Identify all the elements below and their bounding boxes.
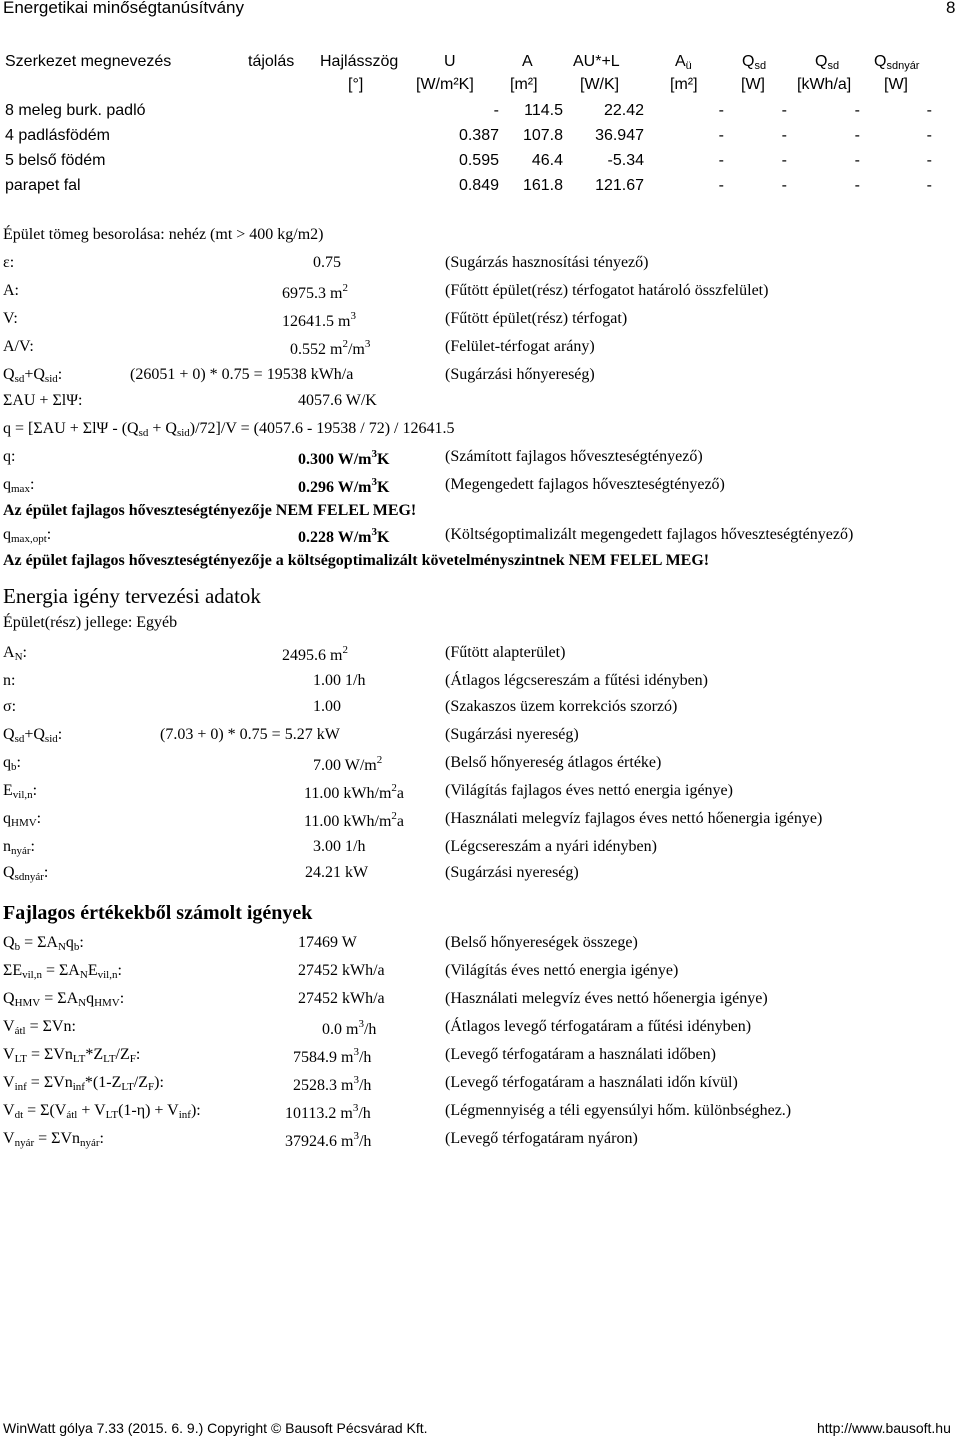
energy-label-n: n: [3,672,16,689]
solar-gain-value: (26051 + 0) * 0.75 = 19538 kWh/a [130,366,354,383]
col-header-u: U [444,53,456,70]
row-name: 5 belső födém [5,152,106,169]
col-header-tilt-unit: [°] [348,76,364,93]
qmax-label: $q_{max}$: [3,476,35,495]
row-a: 107.8 [522,127,563,144]
av-label: A/V: [3,338,34,355]
specific-value-vdt: 10113.2 $m^3/h$ [285,1102,371,1122]
row-au: - [718,102,724,119]
specific-value-qhmv: 27452 kWh/a [298,990,385,1007]
col-header-qsd-unit: [W] [741,76,765,93]
row-qsd-kwh: - [854,102,860,119]
specific-label-vnyar: $V_{nyár} = \Sigma Vn_{nyár}$: [3,1130,104,1149]
specific-value-vinf: 2528.3 $m^3/h$ [293,1074,372,1094]
energy-label-qb: $q_b$: [3,754,21,773]
col-header-qsdnyar: $Q_{sdnyár}$ [874,53,920,72]
row-u: 0.387 [458,127,499,144]
energy-value-qb: 7.00 $W/m^2$ [313,754,383,774]
q-label: q: [3,448,16,465]
col-header-u-unit: [W/m²K] [416,76,474,93]
specific-value-qb: 17469 W [298,934,357,951]
verdict-optimal: Az épület fajlagos hőveszteségtényezője a költségoptimalizált követelményszintnek NEM FELEL MEG! [3,552,710,569]
specific-desc-qhmv: (Használati melegvíz éves nettó hőenergia igénye) [445,990,768,1007]
energy-desc-qhmv: (Használati melegvíz fajlagos éves nettó hőenergia igénye) [445,810,823,827]
energy-desc-an: (Fűtött alapterület) [445,644,566,661]
building-type: Épület(rész) jellege: Egyéb [3,614,178,631]
solar-gain-desc: (Sugárzási hőnyereség) [445,366,595,383]
specific-value-vatl: 0.0 $m^3/h$ [322,1018,377,1038]
row-aul: -5.34 [607,152,644,169]
q-value: 0.300 $W/m^3K$ [298,448,390,468]
row-qsd: - [781,152,787,169]
volume-value: 12641.5 $m^3$ [282,310,356,330]
row-u: - [493,102,499,119]
eps-label: ε: [3,254,15,271]
page-number: 8 [946,0,956,17]
row-qsd-kwh: - [854,177,860,194]
row-qsdnyar: - [926,102,932,119]
specific-label-qhmv: $Q_{HMV} = \Sigma A_Nq_{HMV}$: [3,990,125,1009]
energy-value-nnyar: 3.00 1/h [313,838,366,855]
specific-label-vatl: $V_{átl} = \Sigma Vn$: [3,1018,76,1037]
energy-desc-sigma: (Szakaszos üzem korrekciós szorzó) [445,698,678,715]
qmax-desc: (Megengedett fajlagos hőveszteségtényező) [445,476,725,493]
energy-desc-nnyar: (Légcsereszám a nyári idényben) [445,838,657,855]
verdict-primary: Az épület fajlagos hőveszteségtényezője NEM FELEL MEG! [3,502,417,519]
q-desc: (Számított fajlagos hőveszteségtényező) [445,448,703,465]
qopt-desc: (Költségoptimalizált megengedett fajlagos hőveszteségtényező) [445,526,854,543]
specific-label-vlt: $V_{LT} = \Sigma Vn_{LT}*Z_{LT}/Z_F$: [3,1046,141,1065]
energy-label-sigma: σ: [3,698,17,715]
energy-label-qsdnyar: $Q_{sdnyár}$: [3,864,49,883]
row-qsdnyar: - [926,127,932,144]
row-au: - [718,152,724,169]
row-name: parapet fal [5,177,81,194]
row-qsd-kwh: - [854,152,860,169]
energy-desc-n: (Átlagos légcsereszám a fűtési idényben) [445,672,709,689]
document-title: Energetikai minőségtanúsítvány [3,0,244,17]
col-header-name: Szerkezet megnevezés [5,53,172,70]
row-au: - [718,127,724,144]
energy-value-n: 1.00 1/h [313,672,366,689]
row-a: 161.8 [522,177,563,194]
specific-desc-vlt: (Levegő térfogatáram a használati időben) [445,1046,716,1063]
energy-label-qsd: $Q_{sd}+Q_{sid}$: [3,726,63,745]
mass-classification: Épület tömeg besorolása: nehéz (mt > 400 kg/m2) [3,226,324,243]
energy-label-an: $A_N$: [3,644,27,663]
row-a: 46.4 [531,152,563,169]
section-title-specific: Fajlagos értékekből számolt igények [3,902,313,924]
energy-value-qhmv: 11.00 kWh/$m^2a$ [304,810,405,830]
col-header-aul: AU*+L [573,53,620,70]
row-aul: 22.42 [603,102,644,119]
av-value: 0.552 $m^2/m^3$ [290,338,371,358]
energy-label-evil: $E_{vil,n}$: [3,782,38,801]
col-header-qsd-kwh: $Q_{sd}$ [815,53,840,72]
energy-label-qhmv: $q_{HMV}$: [3,810,42,829]
area-value: 6975.3 $m^2$ [282,282,348,302]
volume-desc: (Fűtött épület(rész) térfogat) [445,310,628,327]
specific-desc-evil: (Világítás éves nettó energia igénye) [445,962,679,979]
specific-label-qb: $Q_b = \Sigma A_Nq_b$: [3,934,84,953]
row-name: 4 padlásfödém [5,127,110,144]
av-desc: (Felület-térfogat arány) [445,338,595,355]
col-header-au: $A_ü$ [675,53,692,72]
row-qsdnyar: - [926,177,932,194]
section-title-energy: Energia igény tervezési adatok [3,584,261,608]
sau-value: 4057.6 W/K [298,392,377,409]
energy-value-sigma: 1.00 [313,698,341,715]
volume-label: V: [3,310,18,327]
qopt-value: 0.228 $W/m^3K$ [298,526,390,546]
col-header-tilt: Hajlásszög [320,53,399,70]
energy-value-qsd: (7.03 + 0) * 0.75 = 5.27 kW [160,726,340,743]
col-header-au-unit: [m²] [670,76,698,93]
col-header-orientation: tájolás [248,53,295,70]
specific-desc-qb: (Belső hőnyereségek összege) [445,934,638,951]
qopt-label: $q_{max,opt}$: [3,526,52,545]
area-desc: (Fűtött épület(rész) térfogatot határoló összfelület) [445,282,769,299]
specific-label-evil: $\Sigma E_{vil,n} = \Sigma A_NE_{vil,n}$: [3,962,122,981]
specific-desc-vinf: (Levegő térfogatáram a használati időn kívül) [445,1074,738,1091]
energy-label-nnyar: $n_{nyár}$: [3,838,35,857]
qmax-value: 0.296 $W/m^3K$ [298,476,390,496]
row-u: 0.595 [458,152,499,169]
footer-copyright: WinWatt gólya 7.33 (2015. 6. 9.) Copyright © Bausoft Pécsvárad Kft. [3,1420,428,1436]
solar-gain-label: $Q_{sd}+Q_{sid}$: [3,366,63,385]
row-qsd: - [781,177,787,194]
specific-value-vnyar: 37924.6 $m^3/h$ [285,1130,372,1150]
energy-value-evil: 11.00 kWh/$m^2a$ [304,782,405,802]
q-formula: $q = [\Sigma AU + \Sigma l\Psi - (Q_{sd} + Q_{sid})/72]/V = (4057.6 - 19538 / 72) / 12641.5$ [3,420,455,439]
specific-desc-vnyar: (Levegő térfogatáram nyáron) [445,1130,638,1147]
col-header-qsdnyar-unit: [W] [884,76,908,93]
specific-value-evil: 27452 kWh/a [298,962,385,979]
row-qsd-kwh: - [854,127,860,144]
specific-label-vdt: $V_{dt} = \Sigma(V_{átl} + V_{LT}(1-\eta) + V_{inf})$: [3,1102,201,1121]
footer-url[interactable]: http://www.bausoft.hu [817,1420,951,1436]
energy-value-qsdnyar: 24.21 kW [305,864,369,881]
col-header-a: A [522,53,533,70]
row-qsdnyar: - [926,152,932,169]
col-header-a-unit: [m²] [510,76,538,93]
row-u: 0.849 [458,177,499,194]
eps-desc: (Sugárzás hasznosítási tényező) [445,254,649,271]
row-aul: 121.67 [595,177,644,194]
specific-desc-vatl: (Átlagos levegő térfogatáram a fűtési idényben) [445,1018,752,1035]
specific-desc-vdt: (Légmennyiség a téli egyensúlyi hőm. különbséghez.) [445,1102,792,1119]
energy-desc-evil: (Világítás fajlagos éves nettó energia igénye) [445,782,733,799]
row-au: - [718,177,724,194]
col-header-qsd: $Q_{sd}$ [742,53,767,72]
specific-value-vlt: 7584.9 $m^3/h$ [293,1046,372,1066]
row-qsd: - [781,127,787,144]
row-a: 114.5 [524,102,563,119]
col-header-qsd-kwh-unit: [kWh/a] [797,76,852,93]
energy-desc-qsdnyar: (Sugárzási nyereség) [445,864,579,881]
energy-desc-qb: (Belső hőnyereség átlagos értéke) [445,754,662,771]
specific-label-vinf: $V_{inf} = \Sigma Vn_{inf}*(1-Z_{LT}/Z_F)$: [3,1074,164,1093]
col-header-aul-unit: [W/K] [580,76,620,93]
sau-label: ΣAU + ΣlΨ: [3,392,83,409]
row-aul: 36.947 [595,127,644,144]
row-name: 8 meleg burk. padló [5,102,146,119]
energy-value-an: 2495.6 $m^2$ [282,644,348,664]
eps-value: 0.75 [313,254,341,271]
area-label: A: [3,282,19,299]
energy-desc-qsd: (Sugárzási nyereség) [445,726,579,743]
row-qsd: - [781,102,787,119]
